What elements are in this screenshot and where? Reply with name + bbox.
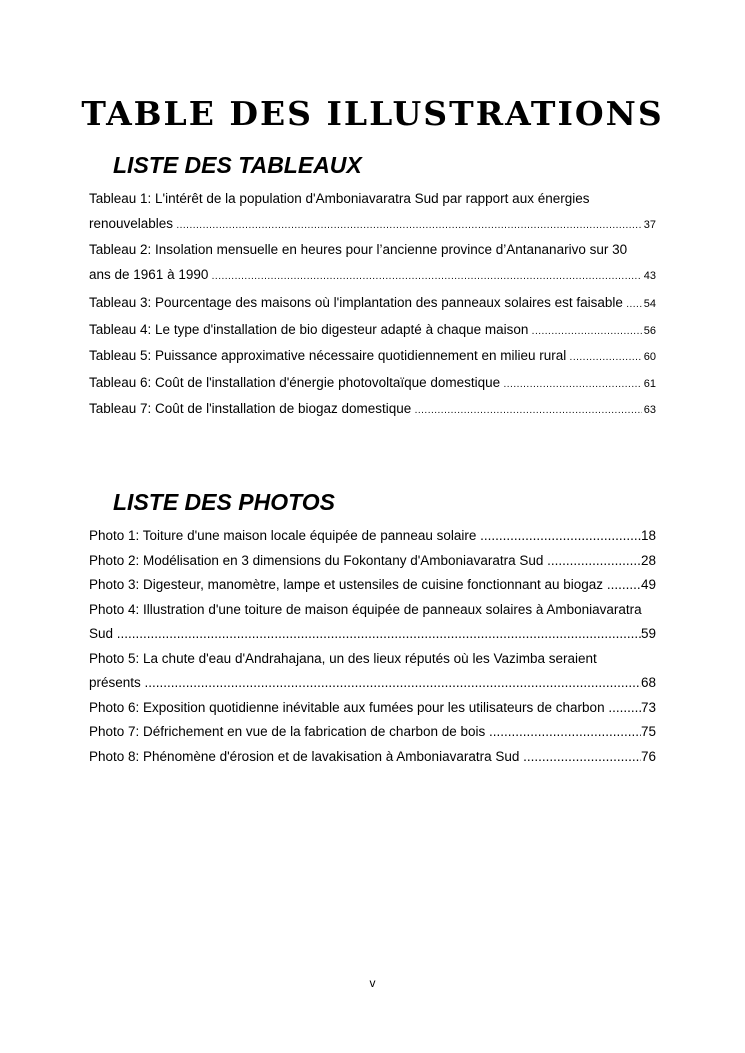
entry-title: Photo 7: Défrichement en vue de la fabrication de charbon de bois ..... — [89, 720, 641, 745]
entry-title: ans de 1961 à 1990 ..... — [89, 263, 642, 290]
entry-page-number: 61 — [643, 377, 656, 390]
entry-page-number: 28 — [640, 552, 656, 568]
entry-title: Photo 2: Modélisation en 3 dimensions du Fokontany d'Amboniavaratra Sud ..... — [89, 549, 641, 574]
entry-page-number: 75 — [640, 724, 656, 739]
table-entry-3[interactable] — [89, 291, 656, 318]
photos-list-heading: LISTE DES PHOTOS — [113, 489, 335, 515]
entry-title: Tableau 6: Coût de l'installation d'énergie photovoltaïque domestique ..... — [89, 371, 642, 398]
entry-title: Photo 8: Phénomène d'érosion et de lavakisation à Amboniavaratra Sud ..... — [89, 745, 641, 770]
entry-title: Tableau 7: Coût de l'installation de biogaz domestique ..... — [89, 397, 642, 424]
entry-page-number: 37 — [643, 218, 656, 231]
photo-entry-5[interactable] — [89, 647, 656, 696]
table-entry-2[interactable] — [89, 238, 656, 289]
entry-title: Photo 1: Toiture d'une maison locale équipée de panneau solaire ..... — [89, 524, 641, 549]
entry-page-number: 59 — [640, 626, 656, 641]
photo-entry-8[interactable] — [89, 745, 656, 770]
photo-entry-7[interactable] — [89, 720, 656, 745]
table-entry-7[interactable] — [89, 397, 656, 424]
table-entry-5[interactable] — [89, 344, 656, 371]
entry-page-number: 18 — [640, 528, 656, 543]
entry-title: Tableau 4: Le type d'installation de bio digesteur adapté à chaque maison ..... — [89, 318, 642, 345]
page-title: TABLE DES ILLUSTRATIONS — [81, 94, 664, 133]
photo-entry-2[interactable] — [89, 549, 656, 574]
photos-list — [89, 524, 656, 769]
tables-list-heading: LISTE DES TABLEAUX — [113, 152, 362, 178]
entry-page-number: 43 — [643, 269, 656, 282]
entry-title: Tableau 3: Pourcentage des maisons où l'implantation des panneaux solaires est faisable ..... — [89, 291, 642, 318]
photo-entry-6[interactable] — [89, 696, 656, 721]
entry-title-line: Photo 5: La chute d'eau d'Andrahajana, un des lieux réputés où les Vazimba seraient — [89, 650, 597, 666]
entry-title: Sud ..... — [89, 622, 641, 647]
entry-page-number: 63 — [643, 404, 656, 416]
entry-page-number: 56 — [643, 324, 656, 337]
entry-page-number: 49 — [640, 577, 656, 592]
entry-page-number: 76 — [640, 748, 656, 764]
table-entry-4[interactable] — [89, 318, 656, 345]
entry-title-line: Tableau 1: L'intérêt de la population d'Amboniavaratra Sud par rapport aux énergies — [89, 191, 590, 206]
table-entry-6[interactable] — [89, 371, 656, 398]
page-number: v — [369, 976, 376, 990]
entry-title: Tableau 5: Puissance approximative nécessaire quotidiennement en milieu rural ..... — [89, 344, 642, 371]
entry-title-line: Tableau 2: Insolation mensuelle en heures pour l’ancienne province d’Antananarivo sur 30 — [89, 242, 628, 257]
entry-title: Photo 6: Exposition quotidienne inévitable aux fumées pour les utilisateurs de charbon ..... — [89, 696, 641, 721]
photo-entry-1[interactable] — [89, 524, 656, 549]
entry-page-number: 73 — [640, 699, 656, 715]
photo-entry-3[interactable] — [89, 573, 656, 598]
tables-list — [89, 187, 656, 424]
entry-title: présents ..... — [89, 671, 641, 696]
entry-title: renouvelables ..... — [89, 212, 642, 239]
entry-page-number: 60 — [643, 351, 656, 363]
entry-page-number: 68 — [640, 675, 656, 690]
photo-entry-4[interactable] — [89, 598, 656, 647]
entry-page-number: 54 — [643, 298, 656, 310]
entry-title-line: Photo 4: Illustration d'une toiture de maison équipée de panneaux solaires à Amboniavaratra — [89, 601, 642, 617]
entry-title: Photo 3: Digesteur, manomètre, lampe et ustensiles de cuisine fonctionnant au biogaz ..... — [89, 573, 641, 598]
table-entry-1[interactable] — [89, 187, 656, 238]
